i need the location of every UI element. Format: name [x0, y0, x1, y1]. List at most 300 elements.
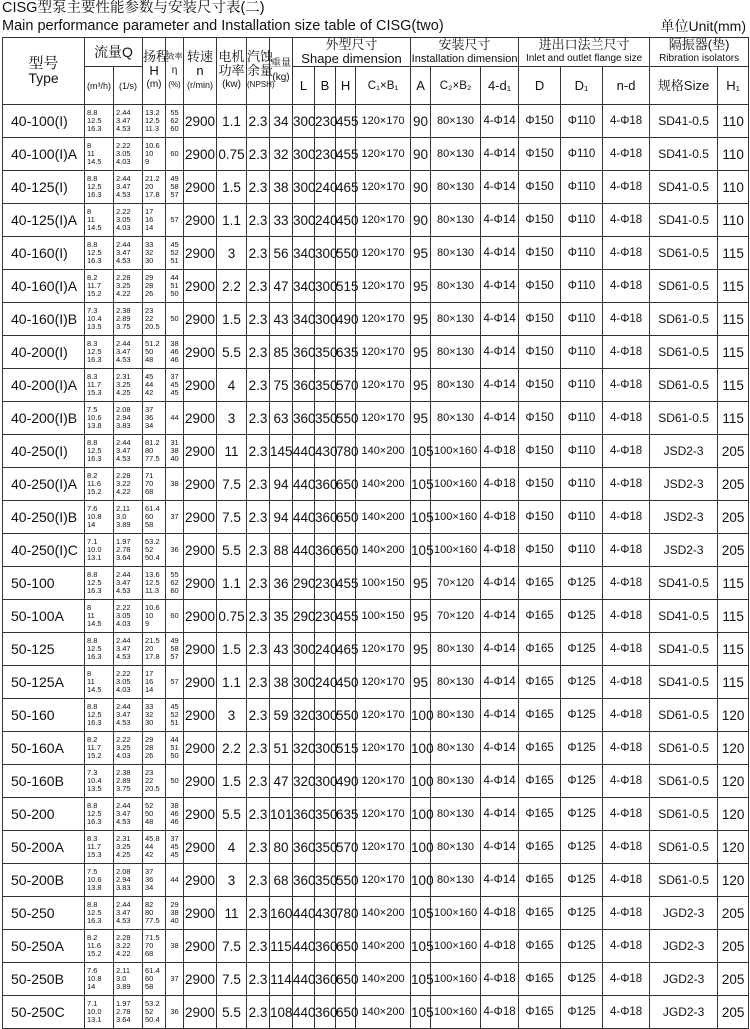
cell-shape-L: 360: [293, 402, 315, 435]
cell-flow-ls: 2.08 2.94 3.83: [114, 402, 143, 435]
cell-iso-H1: 110: [718, 171, 749, 204]
cell-flow-ls: 2.22 3.05 4.03: [114, 204, 143, 237]
cell-motor-kw: 4: [217, 369, 247, 402]
cell-inst-A: 100: [411, 864, 431, 897]
cell-inst-d1: 4-Φ14: [481, 204, 519, 237]
cell-flange-D1: Φ125: [561, 666, 603, 699]
cell-flow-m3h: 7.6 10.8 14: [85, 501, 114, 534]
cell-iso-size: SD41-0.5: [650, 633, 718, 666]
cell-flow-m3h: 8 11 14.5: [85, 204, 114, 237]
cell-flow-m3h: 7.5 10.6 13.8: [85, 402, 114, 435]
cell-flow-m3h: 8.8 12.5 16.3: [85, 897, 114, 930]
cell-npsh: 2.3: [247, 105, 270, 138]
cell-shape-L: 300: [293, 138, 315, 171]
cell-shape-H: 455: [336, 105, 356, 138]
cell-motor-kw: 2.2: [217, 270, 247, 303]
cell-inst-d1: 4-Φ14: [481, 369, 519, 402]
cell-iso-size: SD41-0.5: [650, 666, 718, 699]
cell-iso-size: SD61-0.5: [650, 402, 718, 435]
cell-inst-d1: 4-Φ18: [481, 435, 519, 468]
cell-flange-nd: 4-Φ18: [603, 336, 650, 369]
cell-inst-d1: 4-Φ18: [481, 930, 519, 963]
cell-flange-D: Φ150: [519, 402, 561, 435]
cell-flow-ls: 1.97 2.78 3.64: [114, 534, 143, 567]
table-row: [3, 237, 749, 270]
cell-weight: 101: [270, 798, 293, 831]
cell-flange-nd: 4-Φ18: [603, 963, 650, 996]
cell-flange-nd: 4-Φ18: [603, 534, 650, 567]
cell-shape-L: 320: [293, 765, 315, 798]
cell-inst-A: 90: [411, 105, 431, 138]
cell-inst-A: 105: [411, 930, 431, 963]
table-row: [3, 534, 749, 567]
cell-weight: 47: [270, 270, 293, 303]
cell-inst-C2B2: 70×120: [431, 567, 481, 600]
cell-npsh: 2.3: [247, 138, 270, 171]
cell-efficiency: 29 38 40: [166, 897, 184, 930]
cell-flange-nd: 4-Φ18: [603, 270, 650, 303]
cell-head: 29 28 26: [143, 732, 166, 765]
cell-iso-H1: 205: [718, 897, 749, 930]
cell-efficiency: 38: [166, 930, 184, 963]
cell-efficiency: 44 51 50: [166, 270, 184, 303]
cell-efficiency: 60: [166, 138, 184, 171]
cell-flow-ls: 2.22 3.05 4.03: [114, 600, 143, 633]
cell-shape-C1B1: 140×200: [356, 897, 411, 930]
table-row: [3, 765, 749, 798]
th-install: 安装尺寸 Installation dimension: [411, 37, 518, 65]
cell-speed: 2900: [184, 633, 217, 666]
cell-inst-d1: 4-Φ14: [481, 765, 519, 798]
cell-flow-ls: 2.28 3.22 4.22: [114, 468, 143, 501]
cell-inst-d1: 4-Φ14: [481, 699, 519, 732]
cell-shape-C1B1: 140×200: [356, 963, 411, 996]
cell-inst-A: 100: [411, 765, 431, 798]
cell-efficiency: 37: [166, 963, 184, 996]
cell-motor-kw: 3: [217, 402, 247, 435]
cell-motor-kw: 7.5: [217, 930, 247, 963]
th-head: 扬程 H (m): [143, 38, 166, 105]
cell-shape-B: 300: [315, 699, 336, 732]
cell-speed: 2900: [184, 171, 217, 204]
cell-shape-H: 465: [336, 633, 356, 666]
cell-speed: 2900: [184, 567, 217, 600]
cell-weight: 80: [270, 831, 293, 864]
cell-efficiency: 55 62 60: [166, 567, 184, 600]
cell-flange-D: Φ165: [519, 765, 561, 798]
cell-motor-kw: 1.5: [217, 633, 247, 666]
cell-shape-L: 320: [293, 699, 315, 732]
cell-flow-ls: 2.38 2.89 3.75: [114, 303, 143, 336]
cell-shape-B: 240: [315, 204, 336, 237]
cell-speed: 2900: [184, 468, 217, 501]
table-row: [3, 897, 749, 930]
cell-flange-D: Φ150: [519, 369, 561, 402]
cell-motor-kw: 1.5: [217, 171, 247, 204]
cell-motor-kw: 7.5: [217, 501, 247, 534]
cell-motor-kw: 1.1: [217, 666, 247, 699]
cell-shape-B: 300: [315, 732, 336, 765]
table-row: [3, 171, 749, 204]
cell-shape-C1B1: 120×170: [356, 369, 411, 402]
table-row: [3, 864, 749, 897]
cell-flow-ls: 2.28 3.25 4.22: [114, 270, 143, 303]
cell-speed: 2900: [184, 699, 217, 732]
cell-inst-A: 90: [411, 204, 431, 237]
cell-type: 40-160(I)A: [3, 270, 85, 303]
cell-flow-m3h: 7.3 10.4 13.5: [85, 303, 114, 336]
th-flow-ls: (1/s): [114, 67, 143, 105]
cell-speed: 2900: [184, 831, 217, 864]
cell-npsh: 2.3: [247, 171, 270, 204]
cell-flange-D1: Φ125: [561, 633, 603, 666]
cell-inst-A: 100: [411, 699, 431, 732]
cell-flow-m3h: 8.8 12.5 16.3: [85, 105, 114, 138]
cell-shape-B: 230: [315, 600, 336, 633]
cell-flow-m3h: 8.8 12.5 16.3: [85, 633, 114, 666]
cell-efficiency: 38: [166, 468, 184, 501]
cell-iso-size: JGD2-3: [650, 996, 718, 1029]
cell-shape-L: 340: [293, 303, 315, 336]
cell-flange-D: Φ150: [519, 270, 561, 303]
cell-shape-C1B1: 140×200: [356, 435, 411, 468]
cell-head: 23 22 20.5: [143, 765, 166, 798]
cell-flange-D: Φ165: [519, 600, 561, 633]
cell-efficiency: 57: [166, 204, 184, 237]
cell-efficiency: 31 38 40: [166, 435, 184, 468]
cell-inst-A: 95: [411, 270, 431, 303]
cell-flow-m3h: 8.8 12.5 16.3: [85, 798, 114, 831]
cell-type: 40-250(I)C: [3, 534, 85, 567]
cell-inst-C2B2: 80×130: [431, 204, 481, 237]
cell-shape-L: 300: [293, 171, 315, 204]
cell-flange-D1: Φ125: [561, 600, 603, 633]
cell-flange-D1: Φ110: [561, 501, 603, 534]
cell-flow-ls: 2.28 3.22 4.22: [114, 930, 143, 963]
cell-shape-H: 650: [336, 501, 356, 534]
cell-efficiency: 50: [166, 303, 184, 336]
cell-iso-H1: 110: [718, 105, 749, 138]
cell-shape-H: 455: [336, 600, 356, 633]
cell-inst-d1: 4-Φ14: [481, 171, 519, 204]
cell-flange-nd: 4-Φ18: [603, 699, 650, 732]
cell-motor-kw: 11: [217, 435, 247, 468]
cell-flange-D1: Φ110: [561, 204, 603, 237]
cell-flange-D: Φ165: [519, 864, 561, 897]
cell-npsh: 2.3: [247, 336, 270, 369]
cell-shape-C1B1: 120×170: [356, 699, 411, 732]
cell-inst-d1: 4-Φ14: [481, 633, 519, 666]
cell-efficiency: 44: [166, 402, 184, 435]
cell-flange-nd: 4-Φ18: [603, 567, 650, 600]
cell-shape-H: 650: [336, 534, 356, 567]
table-row: [3, 336, 749, 369]
cell-head: 23 22 20.5: [143, 303, 166, 336]
cell-shape-H: 650: [336, 468, 356, 501]
cell-shape-L: 320: [293, 732, 315, 765]
cell-inst-C2B2: 80×130: [431, 402, 481, 435]
cell-weight: 94: [270, 468, 293, 501]
cell-iso-H1: 205: [718, 996, 749, 1029]
cell-npsh: 2.3: [247, 633, 270, 666]
cell-shape-B: 360: [315, 468, 336, 501]
cell-flow-m3h: 8.8 12.5 16.3: [85, 171, 114, 204]
cell-shape-B: 240: [315, 633, 336, 666]
cell-iso-H1: 205: [718, 468, 749, 501]
cell-iso-size: SD41-0.5: [650, 567, 718, 600]
cell-inst-d1: 4-Φ18: [481, 534, 519, 567]
cell-flange-D1: Φ110: [561, 270, 603, 303]
cell-shape-L: 300: [293, 666, 315, 699]
table-row: [3, 633, 749, 666]
cell-iso-H1: 115: [718, 237, 749, 270]
cell-speed: 2900: [184, 666, 217, 699]
cell-flow-ls: 2.08 2.94 3.83: [114, 864, 143, 897]
cell-flange-nd: 4-Φ18: [603, 666, 650, 699]
cell-npsh: 2.3: [247, 435, 270, 468]
cell-npsh: 2.3: [247, 666, 270, 699]
cell-npsh: 2.3: [247, 501, 270, 534]
cell-motor-kw: 11: [217, 897, 247, 930]
cell-head: 45 44 42: [143, 369, 166, 402]
cell-efficiency: 55 62 60: [166, 105, 184, 138]
cell-iso-H1: 120: [718, 765, 749, 798]
cell-flange-D: Φ165: [519, 930, 561, 963]
cell-flow-m3h: 8.2 11.6 15.2: [85, 468, 114, 501]
cell-shape-L: 300: [293, 633, 315, 666]
cell-flange-D: Φ150: [519, 105, 561, 138]
cell-head: 71 70 68: [143, 468, 166, 501]
cell-shape-H: 550: [336, 402, 356, 435]
cell-weight: 56: [270, 237, 293, 270]
unit-label: 单位Unit(mm): [660, 18, 746, 34]
header: [0, 0, 750, 37]
cell-flange-nd: 4-Φ18: [603, 369, 650, 402]
cell-iso-size: SD61-0.5: [650, 699, 718, 732]
cell-head: 45.8 44 42: [143, 831, 166, 864]
cell-iso-H1: 205: [718, 534, 749, 567]
cell-inst-C2B2: 80×130: [431, 699, 481, 732]
cell-flange-nd: 4-Φ18: [603, 303, 650, 336]
cell-head: 33 32 30: [143, 237, 166, 270]
cell-type: 50-160A: [3, 732, 85, 765]
cell-inst-A: 105: [411, 534, 431, 567]
cell-shape-L: 360: [293, 336, 315, 369]
cell-head: 71.5 70 68: [143, 930, 166, 963]
cell-shape-C1B1: 120×170: [356, 402, 411, 435]
cell-inst-A: 105: [411, 963, 431, 996]
cell-iso-H1: 115: [718, 402, 749, 435]
cell-inst-d1: 4-Φ18: [481, 963, 519, 996]
cell-iso-size: SD61-0.5: [650, 732, 718, 765]
cell-shape-B: 230: [315, 138, 336, 171]
cell-efficiency: 37 45 45: [166, 369, 184, 402]
cell-head: 52 50 48: [143, 798, 166, 831]
cell-flow-m3h: 8.8 12.5 16.3: [85, 237, 114, 270]
cell-weight: 43: [270, 303, 293, 336]
th-flange-nd: n-d: [603, 67, 650, 105]
cell-shape-H: 780: [336, 897, 356, 930]
cell-inst-C2B2: 70×120: [431, 600, 481, 633]
cell-shape-C1B1: 140×200: [356, 930, 411, 963]
cell-weight: 145: [270, 435, 293, 468]
cell-weight: 108: [270, 996, 293, 1029]
table-row: [3, 204, 749, 237]
cell-iso-size: SD41-0.5: [650, 171, 718, 204]
cell-flow-ls: 2.44 3.47 4.53: [114, 435, 143, 468]
cell-flange-D1: Φ125: [561, 732, 603, 765]
th-shape-C1B1: C₁×B₁: [356, 67, 411, 105]
cell-flange-nd: 4-Φ18: [603, 930, 650, 963]
cell-head: 51.2 50 48: [143, 336, 166, 369]
cell-shape-L: 440: [293, 897, 315, 930]
cell-inst-d1: 4-Φ14: [481, 237, 519, 270]
cell-shape-C1B1: 120×170: [356, 864, 411, 897]
cell-speed: 2900: [184, 204, 217, 237]
cell-speed: 2900: [184, 732, 217, 765]
cell-motor-kw: 1.1: [217, 204, 247, 237]
cell-efficiency: 37 45 45: [166, 831, 184, 864]
cell-head: 29 28 26: [143, 270, 166, 303]
cell-iso-size: SD41-0.5: [650, 204, 718, 237]
cell-shape-H: 450: [336, 204, 356, 237]
cell-flange-nd: 4-Φ18: [603, 732, 650, 765]
cell-flow-m3h: 7.1 10.0 13.1: [85, 996, 114, 1029]
cell-npsh: 2.3: [247, 369, 270, 402]
cell-inst-A: 105: [411, 435, 431, 468]
cell-efficiency: 38 46 46: [166, 336, 184, 369]
cell-inst-A: 105: [411, 897, 431, 930]
cell-iso-H1: 115: [718, 633, 749, 666]
cell-inst-C2B2: 80×130: [431, 105, 481, 138]
cell-shape-H: 570: [336, 369, 356, 402]
cell-flange-D: Φ165: [519, 963, 561, 996]
cell-speed: 2900: [184, 336, 217, 369]
cell-shape-H: 550: [336, 699, 356, 732]
cell-efficiency: 49 58 57: [166, 171, 184, 204]
cell-inst-C2B2: 80×130: [431, 270, 481, 303]
cell-inst-C2B2: 100×160: [431, 435, 481, 468]
table-row: [3, 699, 749, 732]
cell-inst-d1: 4-Φ18: [481, 468, 519, 501]
cell-type: 40-200(I): [3, 336, 85, 369]
cell-speed: 2900: [184, 534, 217, 567]
cell-weight: 59: [270, 699, 293, 732]
cell-shape-B: 360: [315, 930, 336, 963]
cell-head: 82 80 77.5: [143, 897, 166, 930]
cell-type: 40-250(I)B: [3, 501, 85, 534]
cell-flange-D1: Φ125: [561, 864, 603, 897]
cell-iso-size: JGD2-3: [650, 963, 718, 996]
cell-inst-C2B2: 100×160: [431, 996, 481, 1029]
cell-flow-ls: 2.44 3.47 4.53: [114, 237, 143, 270]
cell-weight: 68: [270, 864, 293, 897]
cell-inst-A: 90: [411, 171, 431, 204]
cell-weight: 35: [270, 600, 293, 633]
cell-flange-D1: Φ125: [561, 897, 603, 930]
cell-weight: 94: [270, 501, 293, 534]
cell-weight: 47: [270, 765, 293, 798]
cell-iso-H1: 205: [718, 501, 749, 534]
cell-efficiency: 60: [166, 600, 184, 633]
th-iso-H1: H₁: [718, 67, 749, 105]
cell-shape-C1B1: 120×170: [356, 237, 411, 270]
table-row: [3, 831, 749, 864]
cell-iso-H1: 115: [718, 666, 749, 699]
cell-flange-D1: Φ125: [561, 699, 603, 732]
cell-speed: 2900: [184, 270, 217, 303]
title-en: Main performance parameter and Installation size table of CISG(two): [2, 18, 444, 34]
cell-flange-nd: 4-Φ18: [603, 171, 650, 204]
th-efficiency: 效率 η (%): [166, 38, 184, 105]
cell-speed: 2900: [184, 897, 217, 930]
cell-head: 37 36 34: [143, 864, 166, 897]
cell-motor-kw: 0.75: [217, 600, 247, 633]
th-flange-D: D: [519, 67, 561, 105]
cell-iso-size: SD61-0.5: [650, 798, 718, 831]
cell-flow-ls: 2.38 2.89 3.75: [114, 765, 143, 798]
cell-inst-C2B2: 100×160: [431, 930, 481, 963]
cell-flow-ls: 2.44 3.47 4.53: [114, 567, 143, 600]
cell-weight: 33: [270, 204, 293, 237]
cell-flow-ls: 2.31 3.25 4.25: [114, 831, 143, 864]
cell-iso-size: JSD2-3: [650, 501, 718, 534]
table-row: [3, 930, 749, 963]
cell-type: 50-100: [3, 567, 85, 600]
cell-shape-C1B1: 100×150: [356, 600, 411, 633]
cell-flange-nd: 4-Φ18: [603, 138, 650, 171]
cell-npsh: 2.3: [247, 732, 270, 765]
cell-iso-H1: 205: [718, 930, 749, 963]
cell-motor-kw: 5.5: [217, 534, 247, 567]
table-row: [3, 501, 749, 534]
table-row: [3, 567, 749, 600]
cell-iso-H1: 120: [718, 831, 749, 864]
cell-shape-B: 430: [315, 897, 336, 930]
cell-flange-D1: Φ110: [561, 336, 603, 369]
cell-type: 50-250C: [3, 996, 85, 1029]
cell-inst-d1: 4-Φ14: [481, 600, 519, 633]
cell-npsh: 2.3: [247, 798, 270, 831]
cell-iso-size: SD61-0.5: [650, 369, 718, 402]
cell-inst-d1: 4-Φ18: [481, 501, 519, 534]
cell-type: 40-100(I): [3, 105, 85, 138]
cell-inst-d1: 4-Φ14: [481, 402, 519, 435]
cell-shape-H: 515: [336, 732, 356, 765]
cell-type: 40-200(I)A: [3, 369, 85, 402]
cell-flange-D1: Φ110: [561, 534, 603, 567]
table-row: [3, 996, 749, 1029]
cell-flange-D: Φ150: [519, 534, 561, 567]
cell-speed: 2900: [184, 501, 217, 534]
cell-shape-H: 650: [336, 930, 356, 963]
cell-type: 40-125(I)A: [3, 204, 85, 237]
cell-inst-C2B2: 80×130: [431, 237, 481, 270]
cell-inst-A: 100: [411, 798, 431, 831]
cell-flow-ls: 2.44 3.47 4.53: [114, 699, 143, 732]
cell-type: 40-160(I): [3, 237, 85, 270]
cell-shape-B: 240: [315, 666, 336, 699]
cell-motor-kw: 7.5: [217, 963, 247, 996]
cell-inst-C2B2: 80×130: [431, 798, 481, 831]
cell-flange-D1: Φ110: [561, 369, 603, 402]
table-row: [3, 732, 749, 765]
cell-iso-size: JGD2-3: [650, 897, 718, 930]
cell-weight: 38: [270, 666, 293, 699]
cell-shape-B: 360: [315, 963, 336, 996]
cell-shape-C1B1: 120×170: [356, 303, 411, 336]
table-row: [3, 798, 749, 831]
